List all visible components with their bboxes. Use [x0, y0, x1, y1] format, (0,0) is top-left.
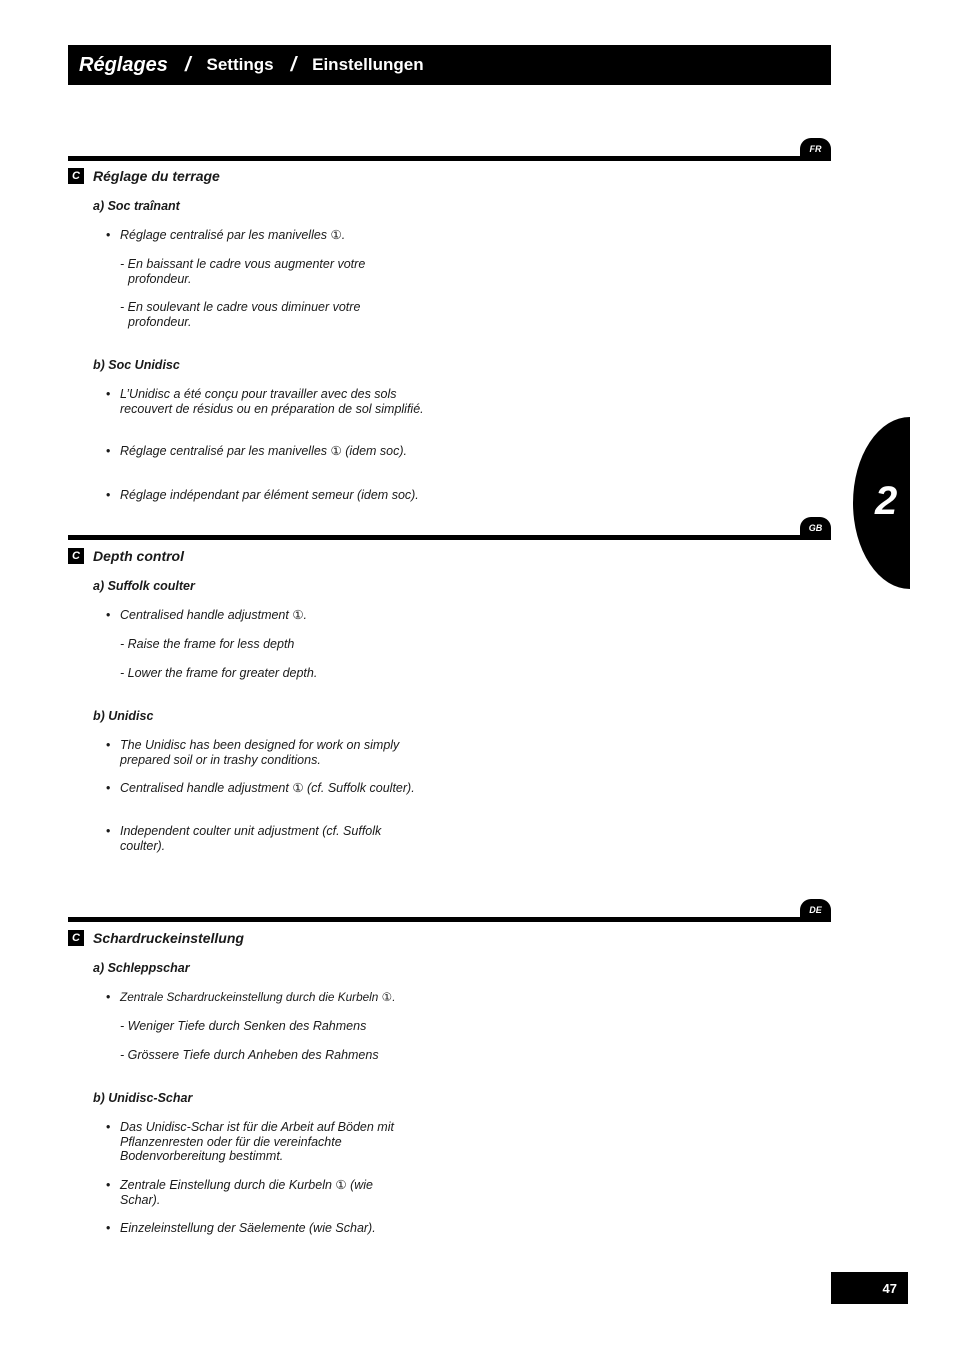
list-item-text: Zentrale Schardruckeinstellung durch die Kurbeln ①. [120, 990, 396, 1004]
list-item [106, 990, 436, 1005]
section-title-text: Depth control [93, 548, 184, 564]
list-item [106, 781, 426, 796]
dash-item-text: - Weniger Tiefe durch Senken des Rahmens [120, 1019, 367, 1033]
bullet-dot: • [106, 1120, 111, 1134]
list-item [106, 824, 426, 853]
bullet-dot: • [106, 444, 111, 458]
bullet-dot: • [106, 990, 111, 1004]
section-title-gb [68, 548, 184, 564]
lang-tab-de: DE [800, 899, 831, 921]
list-item-text: The Unidisc has been designed for work on simply prepared soil or in trashy conditions. [120, 738, 400, 767]
section-rule [68, 156, 831, 161]
chapter-tab [853, 417, 910, 589]
lang-tab-gb: GB [800, 517, 831, 539]
section-badge: C [68, 168, 84, 184]
dash-item-text: - Lower the frame for greater depth. [120, 666, 318, 680]
subheading-gb-a: a) Suffolk coulter [93, 579, 195, 593]
subheading-de-b: b) Unidisc-Schar [93, 1091, 193, 1105]
list-item-text: Independent coulter unit adjustment (cf. Suffolk coulter). [120, 824, 382, 853]
list-item-text: Réglage centralisé par les manivelles ①. [120, 228, 346, 242]
header-title-fr: Réglages [79, 53, 168, 76]
bullet-dot: • [106, 824, 111, 838]
section-title-text: Réglage du terrage [93, 168, 220, 184]
section-title-text: Schardruckeinstellung [93, 930, 244, 946]
section-rule [68, 917, 831, 922]
dash-item-continuation: profondeur. [128, 314, 192, 329]
subheading-de-a: a) Schleppschar [93, 961, 190, 975]
section-title-fr [68, 168, 220, 184]
bullet-dot: • [106, 781, 111, 795]
list-item-text: Einzeleinstellung der Säelemente (wie Schar). [120, 1221, 376, 1235]
dash-item [120, 257, 420, 286]
bullet-dot: • [106, 608, 111, 622]
list-item-text: Centralised handle adjustment ① (cf. Suffolk coulter). [120, 781, 415, 795]
bullet-dot: • [106, 1221, 111, 1235]
dash-item-text: - En baissant le cadre vous augmenter votre [120, 257, 366, 271]
list-item-text: Réglage centralisé par les manivelles ① (idem soc). [120, 444, 408, 458]
list-item-text: Zentrale Einstellung durch die Kurbeln ① (wie Schar). [120, 1178, 374, 1207]
list-item [106, 444, 426, 459]
list-item [106, 738, 426, 767]
dash-item [120, 1019, 420, 1034]
list-item [106, 1120, 411, 1164]
page-header [68, 45, 831, 85]
page-number [831, 1272, 908, 1304]
list-item-text: Réglage indépendant par élément semeur (idem soc). [120, 488, 419, 502]
chapter-number: 2 [875, 479, 898, 523]
list-item [106, 488, 426, 503]
section-badge: C [68, 548, 84, 564]
dash-item-continuation: profondeur. [128, 271, 192, 286]
dash-item [120, 637, 420, 652]
list-item [106, 228, 426, 243]
dash-item-text: - Grössere Tiefe durch Anheben des Rahmens [120, 1048, 379, 1062]
list-item-text: L’Unidisc a été conçu pour travailler avec des sols recouvert de résidus ou en préparation de sol simplifié. [120, 387, 424, 416]
section-badge: C [68, 930, 84, 946]
section-title-de [68, 930, 244, 946]
bullet-dot: • [106, 738, 111, 752]
list-item-text: Das Unidisc-Schar ist für die Arbeit auf Böden mit Pflanzenresten oder für die vereinfachte Bodenvorbereitung bestimmt. [120, 1120, 394, 1163]
dash-item [120, 666, 420, 681]
page-number-text: 47 [882, 1280, 897, 1296]
list-item-text: Centralised handle adjustment ①. [120, 608, 308, 622]
list-item [106, 1178, 411, 1207]
header-separator: / [290, 53, 297, 76]
dash-item-text: - En soulevant le cadre vous diminuer votre [120, 300, 361, 314]
list-item [106, 387, 426, 416]
subheading-fr-b: b) Soc Unidisc [93, 358, 180, 372]
header-title-de: Einstellungen [312, 55, 424, 74]
list-item [106, 608, 426, 623]
bullet-dot: • [106, 228, 111, 242]
dash-item [120, 1048, 420, 1063]
lang-tab-fr: FR [800, 138, 831, 160]
header-separator: / [184, 53, 191, 76]
dash-item [120, 300, 420, 329]
list-item [106, 1221, 426, 1236]
header-title-en: Settings [206, 55, 274, 74]
subheading-gb-b: b) Unidisc [93, 709, 154, 723]
bullet-dot: • [106, 387, 111, 401]
bullet-dot: • [106, 488, 111, 502]
bullet-dot: • [106, 1178, 111, 1192]
dash-item-text: - Raise the frame for less depth [120, 637, 295, 651]
section-rule [68, 535, 831, 540]
subheading-fr-a: a) Soc traînant [93, 199, 180, 213]
